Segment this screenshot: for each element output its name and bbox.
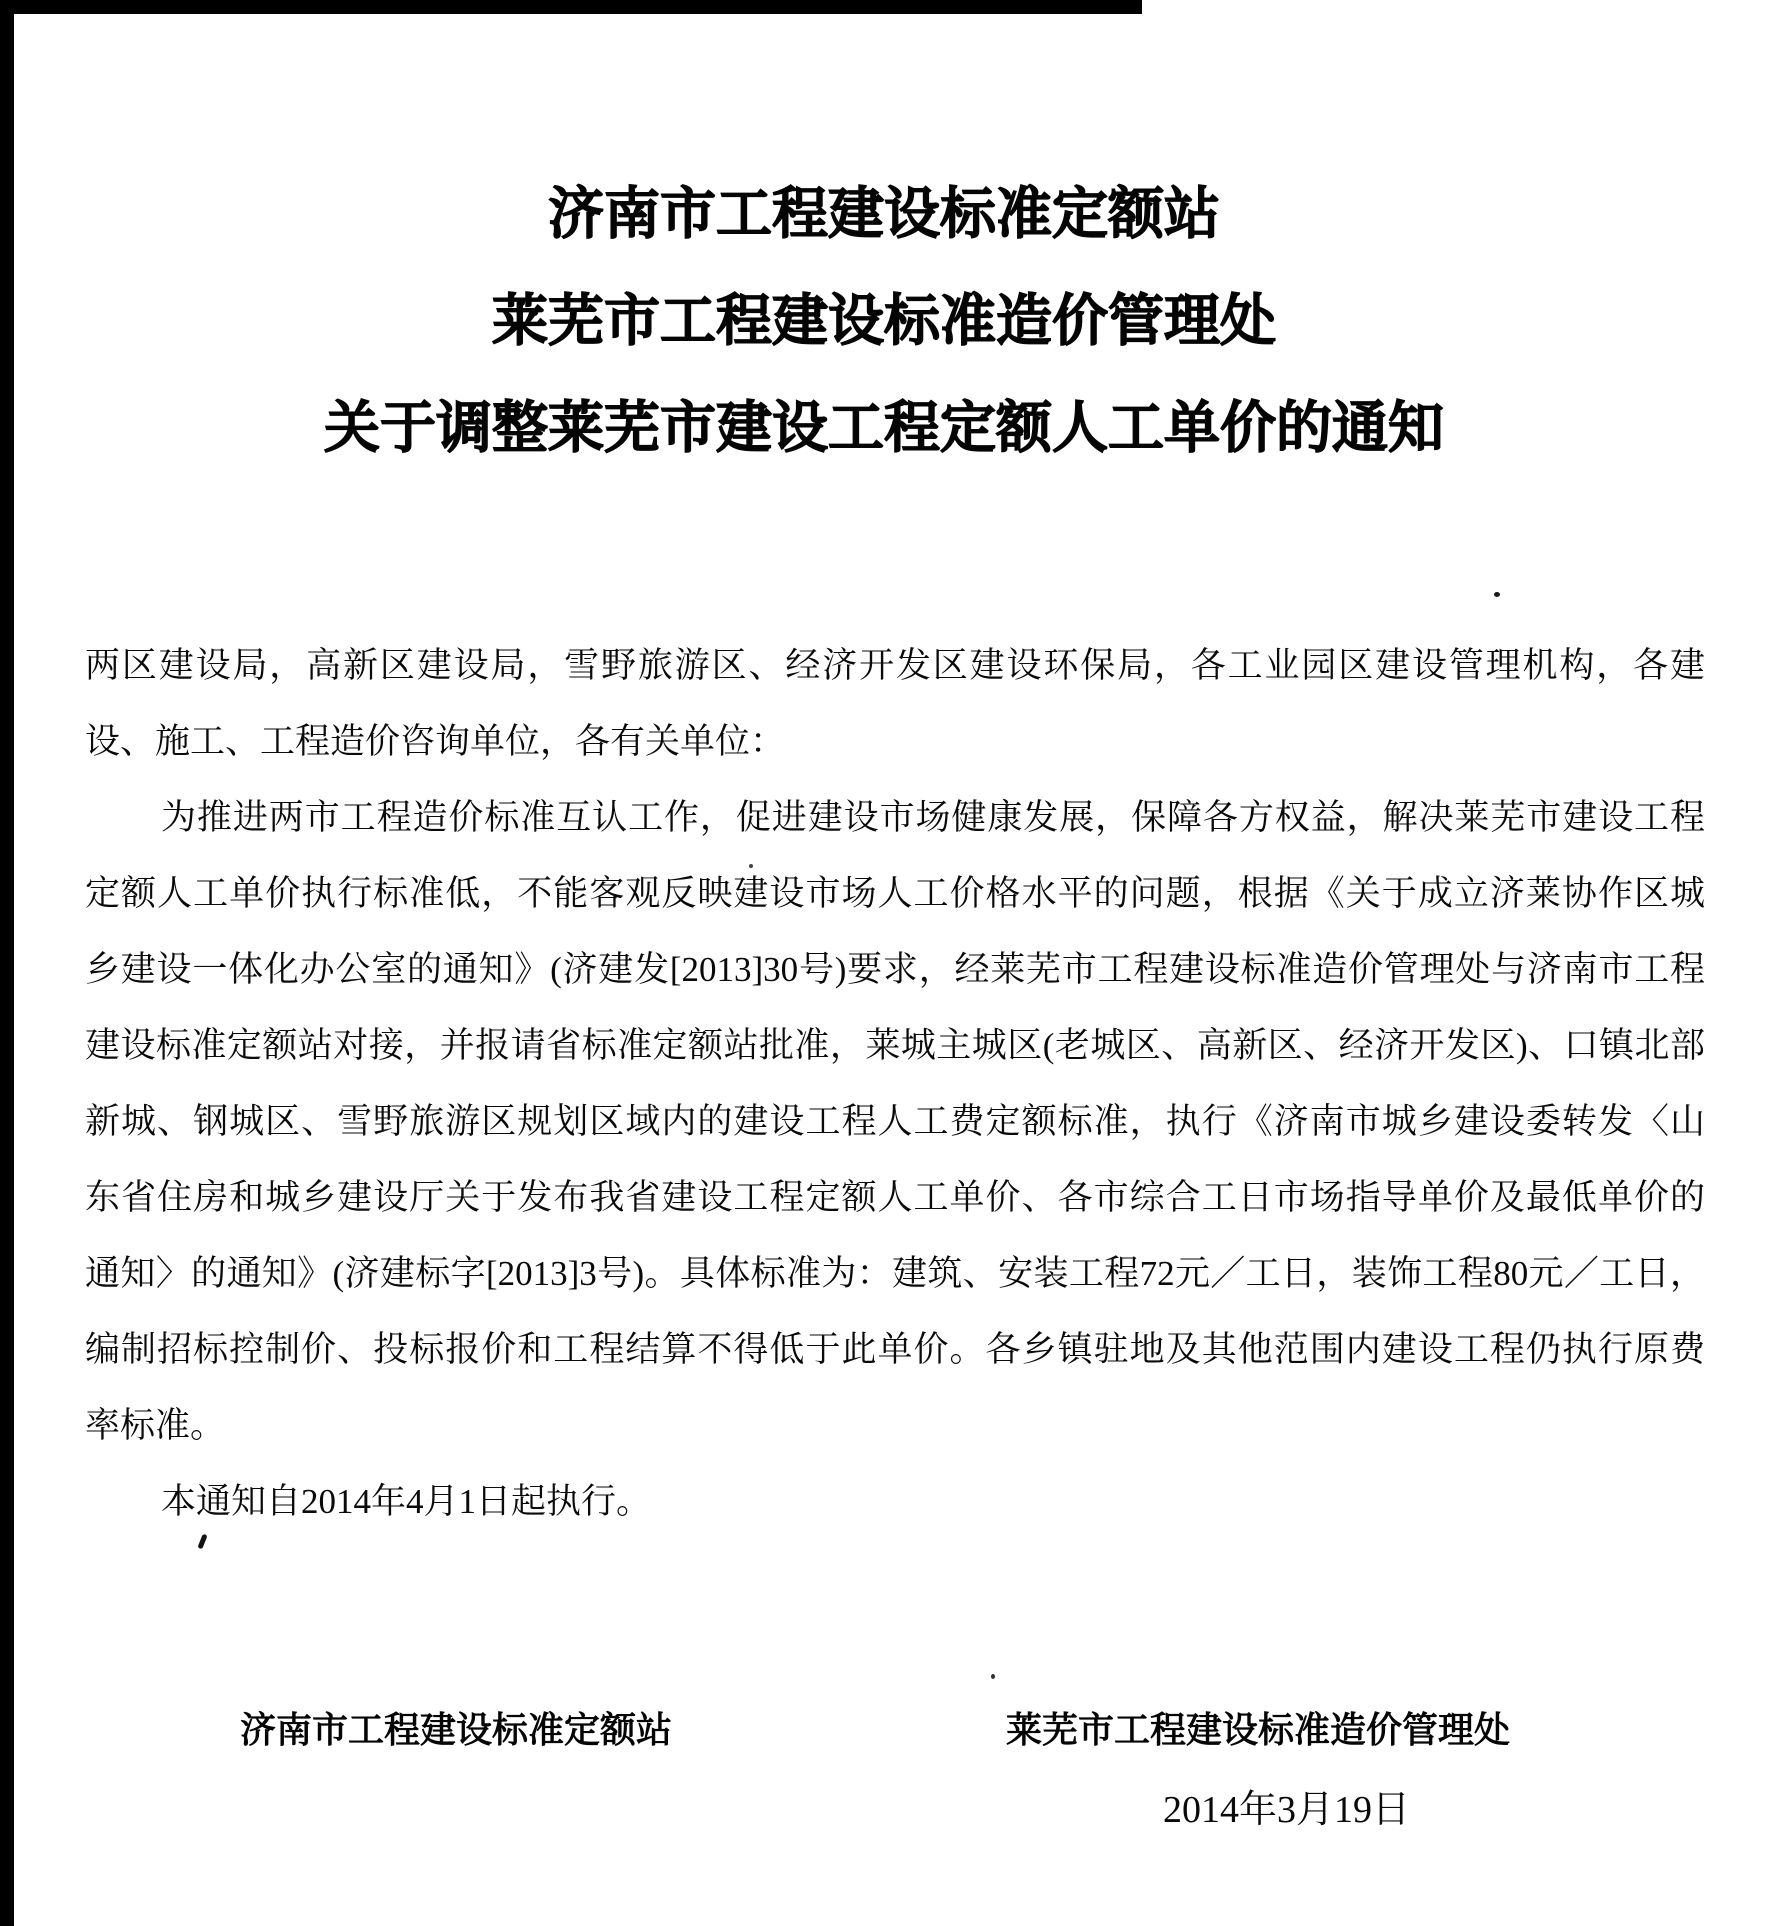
signature-date: 2014年3月19日 <box>1163 1789 1411 1831</box>
body-line: 设、施工、工程造价咨询单位，各有关单位： <box>85 722 786 761</box>
signature-left-org: 济南市工程建设标准定额站 <box>240 1709 673 1750</box>
body-line: 通知〉的通知》(济建标字[2013]3号)。具体标准为：建筑、安装工程72元／工日，装饰工程80元／工日， <box>85 1254 1705 1293</box>
body-line: 编制招标控制价、投标报价和工程结算不得低于此单价。各乡镇驻地及其他范围内建设工程仍执行原费 <box>85 1330 1705 1369</box>
title-line-issuer-jinan: 济南市工程建设标准定额站 <box>548 182 1220 245</box>
body-line: 本通知自2014年4月1日起执行。 <box>161 1482 652 1521</box>
body-line: 新城、钢城区、雪野旅游区规划区域内的建设工程人工费定额标准，执行《济南市城乡建设委转发〈山 <box>85 1102 1705 1141</box>
title-line-issuer-laiwu: 莱芜市工程建设标准造价管理处 <box>492 289 1276 352</box>
notice-body <box>85 628 1705 1540</box>
scan-speck <box>1494 592 1500 597</box>
body-line: 乡建设一体化办公室的通知》(济建发[2013]30号)要求，经莱芜市工程建设标准造价管理处与济南市工程 <box>85 950 1705 989</box>
body-line: 率标准。 <box>85 1406 226 1445</box>
body-line: 建设标准定额站对接，并报请省标准定额站批准，莱城主城区(老城区、高新区、经济开发区)、口镇北部 <box>85 1026 1705 1065</box>
signature-right-org: 莱芜市工程建设标准造价管理处 <box>1006 1709 1511 1750</box>
scan-speck <box>749 864 753 868</box>
body-line: 两区建设局，高新区建设局，雪野旅游区、经济开发区建设环保局，各工业园区建设管理机构，各建 <box>85 646 1705 685</box>
body-line: 为推进两市工程造价标准互认工作，促进建设市场健康发展，保障各方权益，解决莱芜市建设工程 <box>161 798 1705 837</box>
title-line-subject: 关于调整莱芜市建设工程定额人工单价的通知 <box>324 396 1444 459</box>
title-block <box>0 160 1768 481</box>
body-line: 定额人工单价执行标准低，不能客观反映建设市场人工价格水平的问题，根据《关于成立济莱协作区城 <box>85 874 1705 913</box>
body-line: 东省住房和城乡建设厅关于发布我省建设工程定额人工单价、各市综合工日市场指导单价及最低单价的 <box>85 1178 1705 1217</box>
scan-speck <box>991 1674 995 1679</box>
scan-top-border-bar <box>0 0 1142 14</box>
